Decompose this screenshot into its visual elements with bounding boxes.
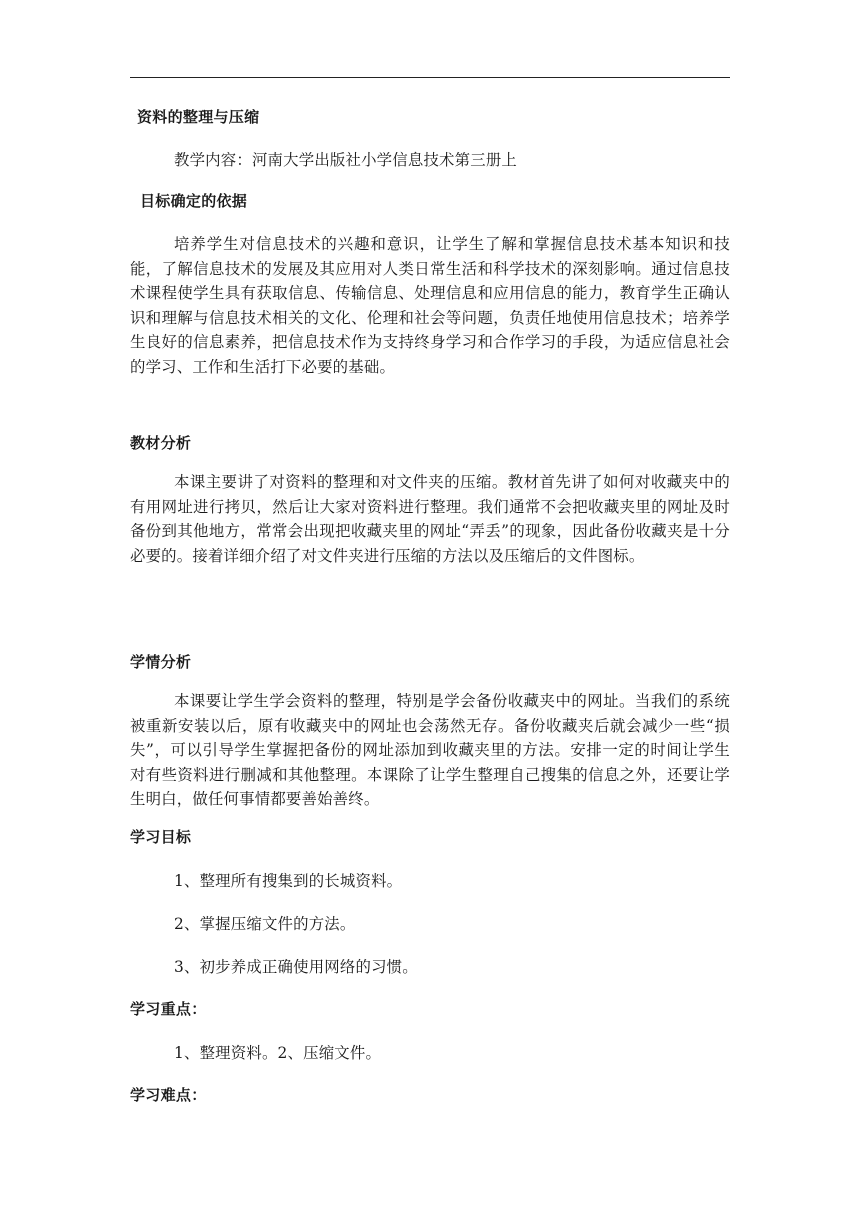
teaching-content: 教学内容：河南大学出版社小学信息技术第三册上 [174,151,517,169]
section-heading-goals: 学习目标 [130,828,192,846]
section-text-material: 本课主要讲了对资料的整理和对文件夹的压缩。教材首先讲了如何对收藏夹中的有用网址进行拷贝，然后让大家对资料进行整理。我们通常不会把收藏夹里的网址及时备份到其他地方，常常会出现把收藏夹里的网址“弄丢”的现象，因此备份收藏夹是十分必要的。接着详细介绍了对文件夹进行压缩的方法以及压缩后的文件图标。 [130,473,730,565]
goal-item: 2、掌握压缩文件的方法。 [174,915,356,933]
section-heading-material: 教材分析 [130,434,192,452]
section-heading-students: 学情分析 [130,653,192,671]
section-text-students: 本课要让学生学会资料的整理，特别是学会备份收藏夹中的网址。当我们的系统被重新安装以后，原有收藏夹中的网址也会荡然无存。备份收藏夹后就会减少一些“损失”，可以引导学生掌握把备份的网址添加到收藏夹里的方法。安排一定的时间让学生对有些资料进行删减和其他整理。本课除了让学生整理自己搜集的信息之外，还要让学生明白，做任何事情都要善始善终。 [130,692,730,808]
goal-item: 3、初步养成正确使用网络的习惯。 [174,958,418,976]
section-heading-key-points: 学习重点： [130,1000,207,1018]
header-rule [130,77,730,78]
section-text-basis: 培养学生对信息技术的兴趣和意识，让学生了解和掌握信息技术基本知识和技能，了解信息技术的发展及其应用对人类日常生活和科学技术的深刻影响。通过信息技术课程使学生具有获取信息、传输信息、处理信息和应用信息的能力，教育学生正确认识和理解与信息技术相关的文化、伦理和社会等问题，负责任地使用信息技术；培养学生良好的信息素养，把信息技术作为支持终身学习和合作学习的手段，为适应信息社会的学习、工作和生活打下必要的基础。 [130,235,730,376]
key-points-text: 1、整理资料。2、压缩文件。 [174,1044,382,1062]
section-heading-difficulties: 学习难点： [130,1086,207,1104]
goal-item: 1、整理所有搜集到的长城资料。 [174,872,403,890]
document-title: 资料的整理与压缩 [137,108,260,126]
section-heading-basis: 目标确定的依据 [140,192,248,210]
